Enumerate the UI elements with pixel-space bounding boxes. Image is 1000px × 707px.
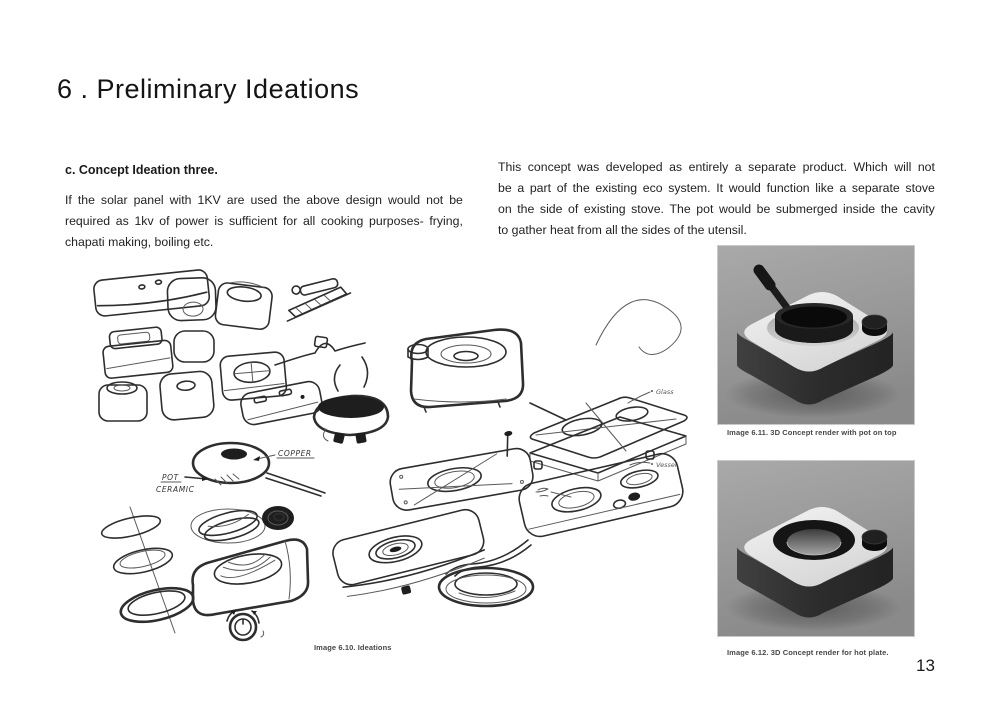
paragraph-line: This concept was developed as entirely a separate product. Which will not <box>498 160 935 174</box>
sketch-open-lid-appliance <box>99 382 147 421</box>
sketch-small-donut <box>262 506 294 530</box>
render-hot-plate <box>718 461 914 636</box>
sketch-exploded-rings <box>100 507 197 633</box>
sketch-plate-dish <box>439 568 533 606</box>
sketch-annotation-glass: Glass <box>656 388 674 396</box>
sketch-torch <box>280 274 354 322</box>
control-knob <box>862 315 887 336</box>
render-pot-on-top <box>718 246 914 424</box>
sketch-glass-hob <box>530 388 687 481</box>
cavity-ring <box>773 520 855 560</box>
render-hotplate-caption: Image 6.12. 3D Concept render for hot plate. <box>727 648 889 657</box>
section-heading: c. Concept Ideation three. <box>65 163 218 177</box>
left-paragraph <box>65 190 463 253</box>
render-pot-caption: Image 6.11. 3D Concept render with pot on top <box>727 428 897 437</box>
sketch-annotation-copper: COPPER <box>278 449 312 458</box>
sketch-scribble-note <box>536 488 571 497</box>
sketch-flat-hob <box>385 428 535 512</box>
ideation-sketches-figure <box>79 249 691 645</box>
paragraph-line: on the side of existing stove. The pot would be submerged inside the cavity <box>498 202 935 216</box>
sketch-annotation-pot: POT <box>162 473 179 482</box>
page-title: 6 . Preliminary Ideations <box>57 74 360 104</box>
sketch-burner-box <box>220 351 288 400</box>
page-number: 13 <box>916 656 935 675</box>
sketch-wedge-plate <box>239 380 324 427</box>
sketch-box-tray-lid <box>101 326 173 379</box>
sketch-wok <box>314 357 388 444</box>
paragraph-line: to gather heat from all the sides of the utensil. <box>498 223 747 237</box>
sketch-annotation-vessel: Vessel <box>656 461 677 469</box>
sketch-box-oval-lid <box>214 279 273 330</box>
paragraph-line: If the solar panel with 1KV are used the above design would not be <box>65 193 463 207</box>
sketch-kettle-cavity <box>408 330 523 412</box>
paragraph-line: chapati making, boiling etc. <box>65 235 214 249</box>
paragraph-line: be a part of the existing eco system. It would function like a separate stove <box>498 181 935 195</box>
sketch-knob-dial <box>227 610 264 640</box>
sketch-wire-clip <box>275 336 365 365</box>
control-knob <box>862 530 887 551</box>
right-paragraph <box>498 157 935 241</box>
sketch-rounded-cube <box>159 370 215 420</box>
sketch-oval-stack <box>191 506 265 547</box>
paragraph-line: required as 1kv of power is sufficient for all cooking purposes- frying, <box>65 214 463 228</box>
sketch-caption: Image 6.10. Ideations <box>314 643 392 652</box>
sketch-swoosh-line <box>596 300 681 355</box>
sketch-flat-box <box>93 269 210 317</box>
sketch-annotation-ceramic: CERAMIC <box>156 485 195 494</box>
sketch-basin-box <box>193 540 309 615</box>
sketch-blob2 <box>174 331 214 362</box>
